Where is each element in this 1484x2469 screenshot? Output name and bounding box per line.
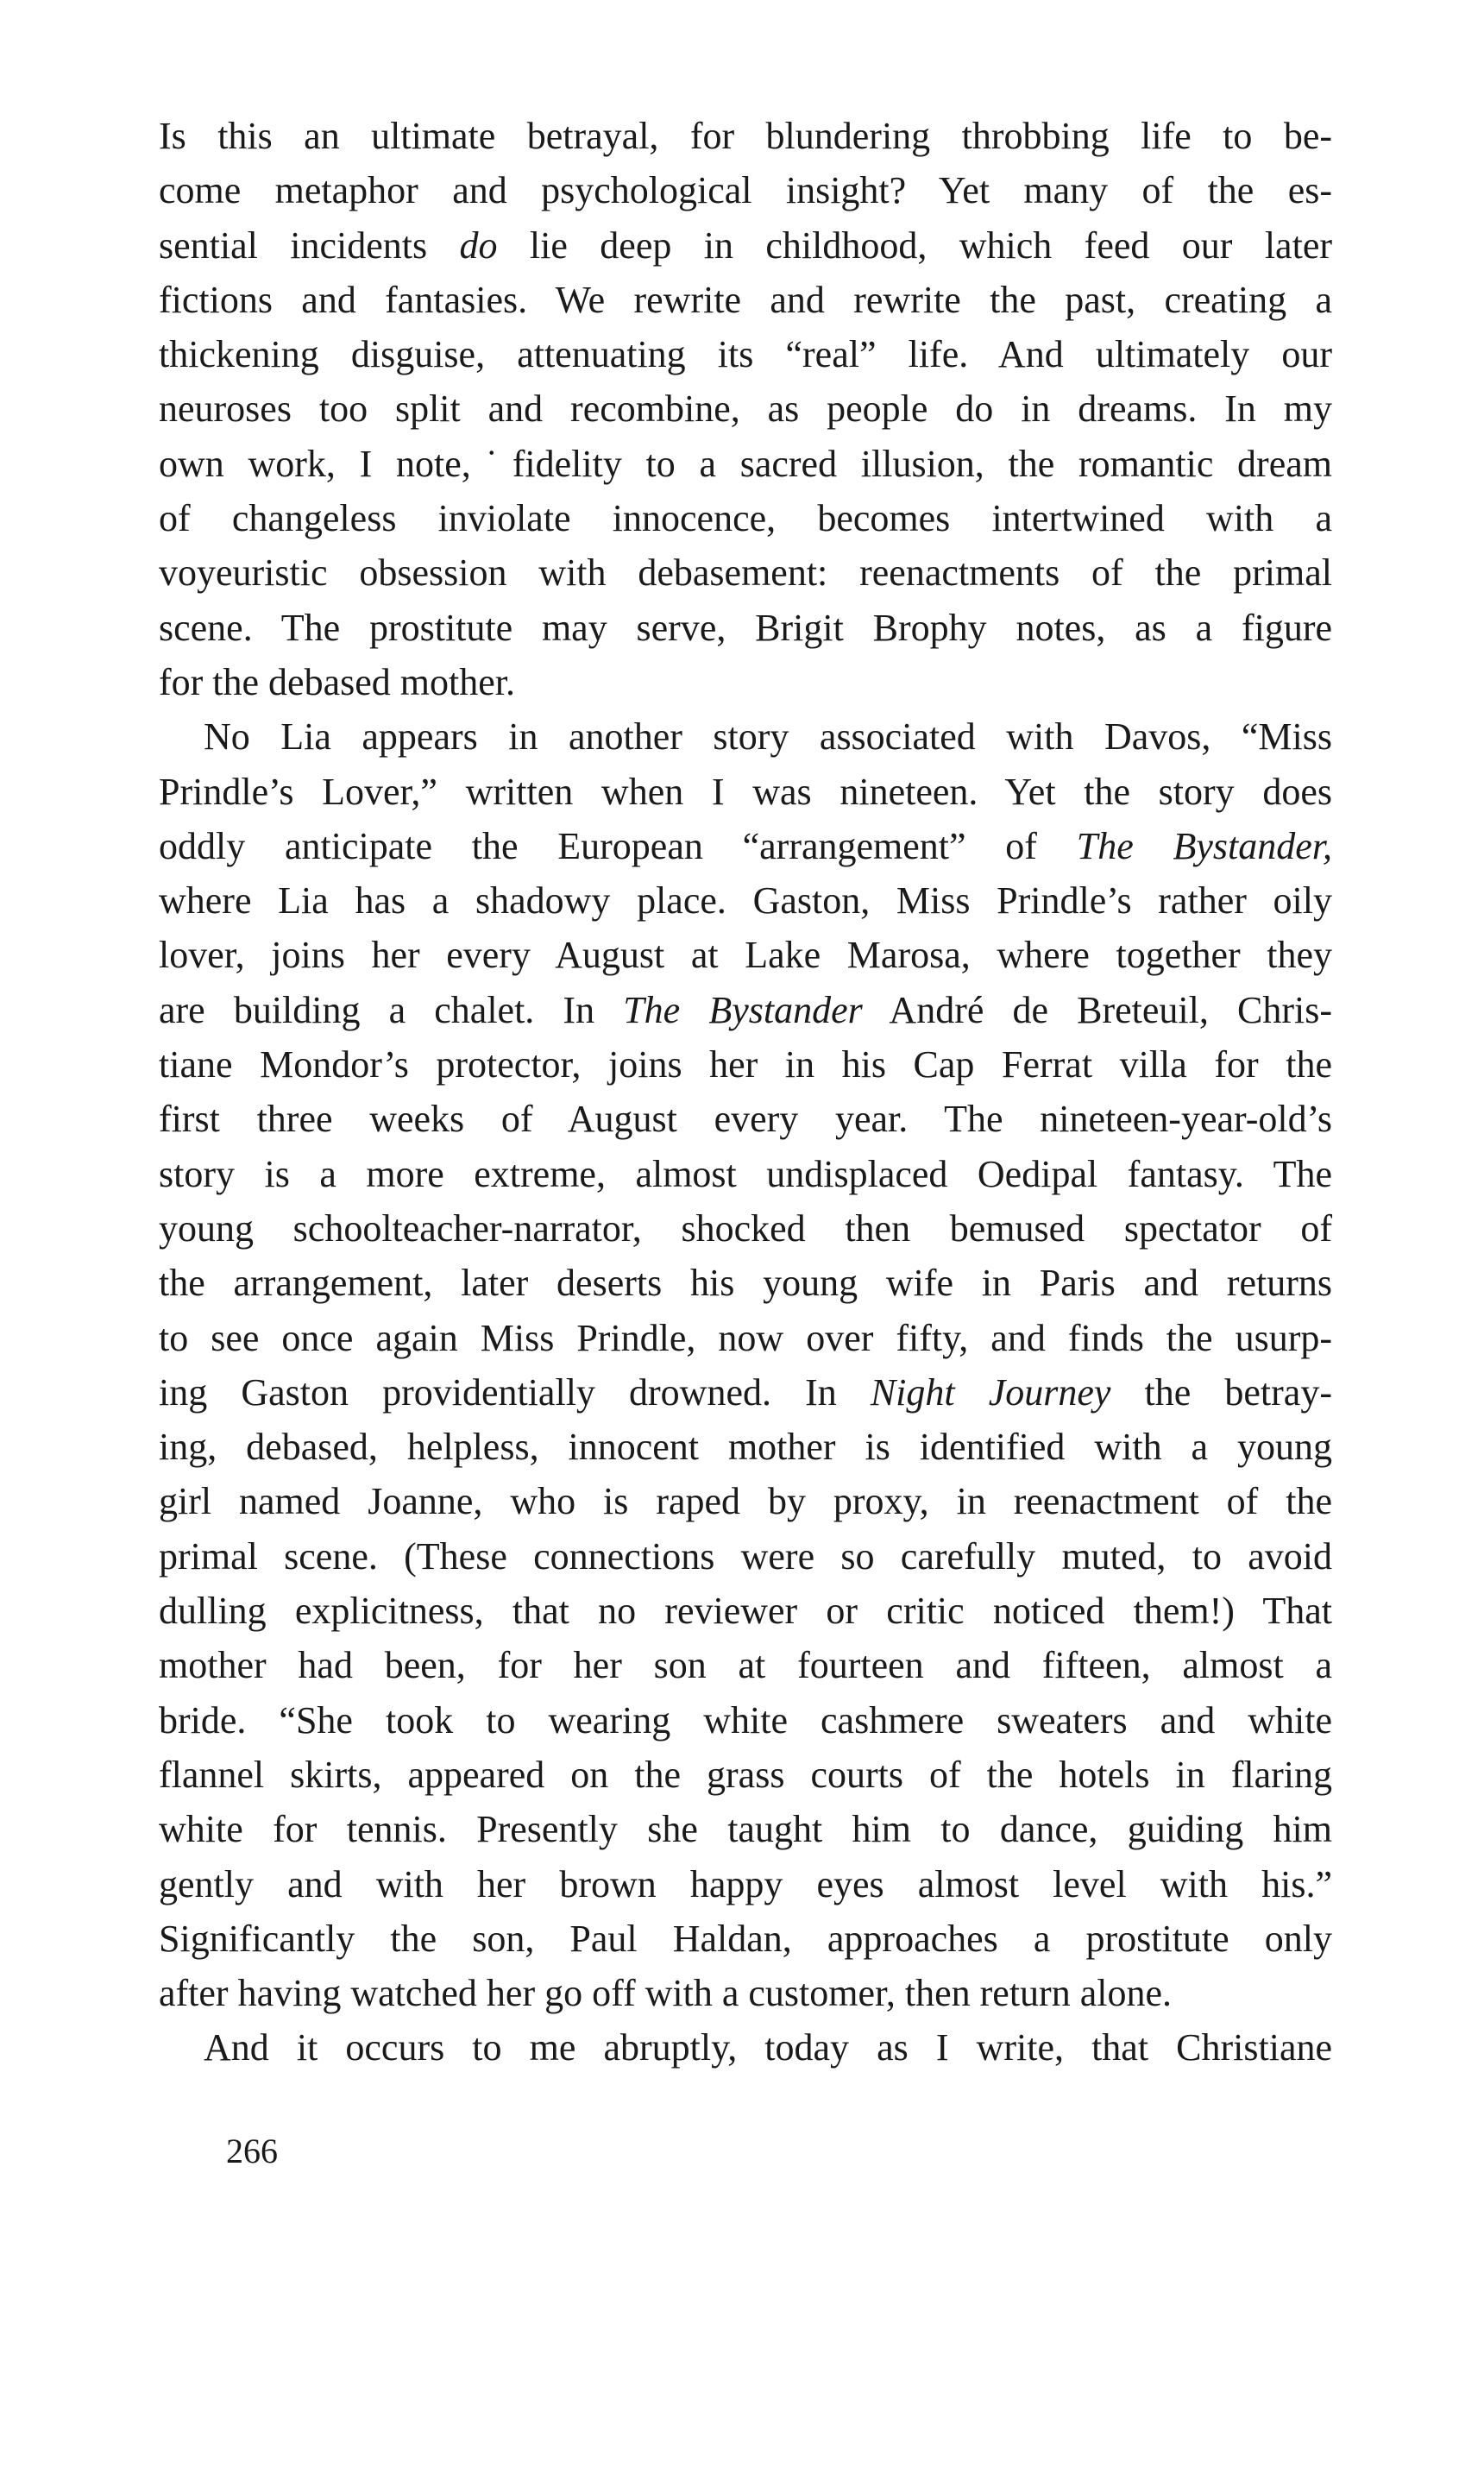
text-line: scene. The prostitute may serve, Brigit Brophy notes, as a figure	[159, 606, 1332, 649]
text-line: story is a more extreme, almost undisplaced Oedipal fantasy. The	[159, 1152, 1332, 1195]
text-line: own work, I note,˙fidelity to a sacred illusion, the romantic dream	[159, 442, 1332, 485]
text-line: after having watched her go off with a customer, then return alone.	[159, 1972, 1172, 2015]
italic-title: The Bystander	[623, 988, 863, 1031]
text-line: first three weeks of August every year. The nineteen-year-old’s	[159, 1098, 1332, 1141]
text-line: for the debased mother.	[159, 660, 515, 703]
text-line: tiane Mondor’s protector, joins her in his Cap Ferrat villa for the	[159, 1043, 1332, 1086]
italic-title: The Bystander,	[1076, 824, 1333, 867]
text-line: neuroses too split and recombine, as people do in dreams. In my	[159, 387, 1332, 431]
text-line: Significantly the son, Paul Haldan, approaches a prostitute only	[159, 1917, 1332, 1960]
text-line: ing, debased, helpless, innocent mother is identified with a young	[159, 1426, 1332, 1469]
text-line: primal scene. (These connections were so carefully muted, to avoid	[159, 1534, 1332, 1578]
text-line: No Lia appears in another story associated with Davos, “Miss	[204, 715, 1332, 759]
text-line: young schoolteacher-narrator, shocked then bemused spectator of	[159, 1206, 1332, 1250]
text-line: dulling explicitness, that no reviewer or critic noticed them!) That	[159, 1590, 1332, 1633]
text-line: thickening disguise, attenuating its “real” life. And ultimately our	[159, 333, 1332, 376]
text-line: to see once again Miss Prindle, now over fifty, and finds the usurp-	[159, 1316, 1332, 1359]
text-line: white for tennis. Presently she taught him to dance, guiding him	[159, 1808, 1332, 1851]
text-line: come metaphor and psychological insight? Yet many of the es-	[159, 169, 1332, 212]
text-line: gently and with her brown happy eyes almost level with his.”	[159, 1862, 1332, 1905]
text-line: of changeless inviolate innocence, becomes intertwined with a	[159, 497, 1332, 540]
text-line: voyeuristic obsession with debasement: reenactments of the primal	[159, 551, 1332, 595]
text-line: lover, joins her every August at Lake Marosa, where together they	[159, 934, 1332, 977]
text-line: Prindle’s Lover,” written when I was nineteen. Yet the story does	[159, 770, 1332, 813]
text-line: ing Gaston providentially drowned. In Night Journey the betray-	[159, 1370, 1332, 1414]
text-line: the arrangement, later deserts his young wife in Paris and returns	[159, 1262, 1332, 1305]
text-line: sential incidents do lie deep in childhood, which feed our later	[159, 224, 1332, 267]
text-line: bride. “She took to wearing white cashmere sweaters and white	[159, 1698, 1332, 1742]
text-line: oddly anticipate the European “arrangement” of The Bystander,	[159, 824, 1333, 867]
page-number: 266	[226, 2132, 278, 2170]
text-line: fictions and fantasies. We rewrite and rewrite the past, creating a	[159, 278, 1332, 321]
body-text	[159, 109, 1332, 2075]
text-line: Is this an ultimate betrayal, for blundering throbbing life to be-	[159, 115, 1332, 157]
text-line: girl named Joanne, who is raped by proxy, in reenactment of the	[159, 1480, 1332, 1523]
text-line: mother had been, for her son at fourteen and fifteen, almost a	[159, 1644, 1332, 1687]
text-line: flannel skirts, appeared on the grass courts of the hotels in flaring	[159, 1753, 1332, 1796]
text-line: And it occurs to me abruptly, today as I write, that Christiane	[204, 2026, 1332, 2069]
text-line: where Lia has a shadowy place. Gaston, Miss Prindle’s rather oily	[159, 879, 1332, 923]
italic-title: do	[459, 224, 498, 267]
italic-title: Night Journey	[870, 1370, 1111, 1414]
text-line: are building a chalet. In The Bystander André de Breteuil, Chris-	[159, 988, 1333, 1031]
